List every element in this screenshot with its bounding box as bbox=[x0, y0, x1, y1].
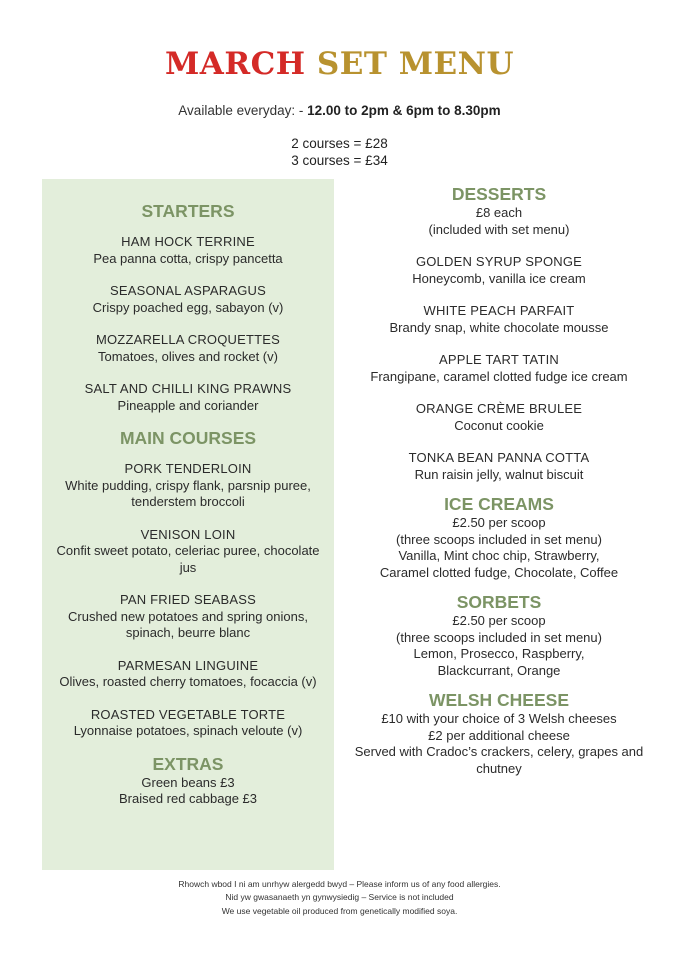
main-item bbox=[42, 461, 334, 511]
starter-item bbox=[42, 332, 334, 365]
sorbets-price: £2.50 per scoop bbox=[452, 613, 546, 628]
starter-item bbox=[42, 234, 334, 267]
availability-line bbox=[0, 103, 679, 118]
starter-name: HAM HOCK TERRINE bbox=[121, 234, 255, 249]
menu-title bbox=[0, 46, 679, 82]
dessert-desc: Honeycomb, vanilla ice cream bbox=[412, 270, 586, 286]
desserts-price: £8 each bbox=[475, 205, 523, 220]
starter-name: SEASONAL ASPARAGUS bbox=[109, 283, 267, 298]
dessert-item bbox=[346, 450, 652, 483]
welsh-cheese-heading: WELSH CHEESE bbox=[428, 690, 570, 710]
main-desc: Crushed new potatoes and spring onions, spinach, beurre blanc bbox=[68, 608, 308, 640]
extras-item: Braised red cabbage £3 bbox=[118, 791, 258, 806]
starter-desc: Pea panna cotta, crispy pancetta bbox=[93, 250, 283, 266]
availability-times: 12.00 to 2pm & 6pm to 8.30pm bbox=[307, 103, 501, 118]
course-prices bbox=[0, 136, 679, 169]
dessert-item bbox=[346, 303, 652, 336]
dessert-name: GOLDEN SYRUP SPONGE bbox=[415, 254, 583, 269]
welsh-cheese-line: £2 per additional cheese bbox=[428, 727, 570, 743]
service-note: Nid yw gwasanaeth yn gynwysiedig – Service is not included bbox=[225, 892, 454, 903]
welsh-cheese-line: Served with Cradoc’s crackers, celery, grapes and chutney bbox=[354, 744, 644, 776]
dessert-desc: Run raisin jelly, walnut biscuit bbox=[414, 466, 584, 482]
extras-heading: EXTRAS bbox=[152, 753, 224, 774]
main-desc: Lyonnaise potatoes, spinach veloute (v) bbox=[73, 723, 303, 738]
availability-prefix: Available everyday: - bbox=[178, 103, 308, 118]
main-item bbox=[42, 592, 334, 642]
starter-item bbox=[42, 283, 334, 316]
allergy-note: Rhowch wbod I ni am unrhyw alergedd bwyd – Please inform us of any food allergies. bbox=[178, 879, 501, 889]
main-name: ROASTED VEGETABLE TORTE bbox=[90, 706, 286, 722]
main-desc: Confit sweet potato, celeriac puree, chocolate jus bbox=[56, 543, 320, 575]
sorbets-flavours: Lemon, Prosecco, Raspberry, bbox=[413, 646, 585, 661]
dessert-desc: Frangipane, caramel clotted fudge ice cream bbox=[370, 368, 628, 384]
starter-item bbox=[42, 381, 334, 414]
ice-creams-flavours: Caramel clotted fudge, Chocolate, Coffee bbox=[379, 564, 619, 580]
welsh-cheese-line: £10 with your choice of 3 Welsh cheeses bbox=[381, 711, 617, 726]
main-name: PAN FRIED SEABASS bbox=[119, 592, 257, 607]
main-desc: White pudding, crispy flank, parsnip puree, tenderstem broccoli bbox=[65, 477, 311, 509]
main-item bbox=[42, 658, 334, 691]
dessert-item bbox=[346, 254, 652, 287]
desserts-note: (included with set menu) bbox=[428, 221, 570, 237]
main-item bbox=[42, 527, 334, 577]
desserts-heading: DESSERTS bbox=[451, 184, 547, 204]
ice-creams-heading: ICE CREAMS bbox=[444, 494, 554, 514]
ice-creams-note: (three scoops included in set menu) bbox=[396, 531, 602, 547]
menu-title-month: MARCH bbox=[164, 46, 306, 82]
starter-name: MOZZARELLA CROQUETTES bbox=[95, 332, 281, 347]
main-name: PORK TENDERLOIN bbox=[124, 461, 252, 476]
starter-desc: Crispy poached egg, sabayon (v) bbox=[92, 299, 284, 315]
starter-desc: Pineapple and coriander bbox=[117, 397, 259, 413]
main-name: PARMESAN LINGUINE bbox=[117, 657, 259, 673]
dessert-name: TONKA BEAN PANNA COTTA bbox=[408, 450, 590, 465]
price-three-courses: 3 courses = £34 bbox=[291, 152, 388, 168]
dessert-desc: Coconut cookie bbox=[454, 417, 544, 433]
dessert-desc: Brandy snap, white chocolate mousse bbox=[389, 319, 609, 335]
footer-notes bbox=[0, 878, 679, 918]
dessert-name: APPLE TART TATIN bbox=[439, 352, 559, 367]
main-name: VENISON LOIN bbox=[140, 526, 236, 542]
extras-item: Green beans £3 bbox=[141, 774, 235, 790]
dessert-name: WHITE PEACH PARFAIT bbox=[423, 303, 575, 318]
starter-name: SALT AND CHILLI KING PRAWNS bbox=[84, 381, 292, 396]
price-two-courses: 2 courses = £28 bbox=[291, 136, 388, 151]
ice-creams-flavours: Vanilla, Mint choc chip, Strawberry, bbox=[398, 548, 600, 563]
sorbets-note: (three scoops included in set menu) bbox=[396, 629, 602, 645]
starter-desc: Tomatoes, olives and rocket (v) bbox=[98, 348, 278, 364]
soya-note: We use vegetable oil produced from genetically modified soya. bbox=[221, 905, 458, 916]
main-item bbox=[42, 707, 334, 740]
right-column bbox=[346, 183, 652, 777]
left-column bbox=[42, 200, 334, 808]
starters-heading: STARTERS bbox=[141, 201, 235, 221]
dessert-item bbox=[346, 352, 652, 385]
dessert-name: ORANGE CRÈME BRULEE bbox=[415, 401, 583, 416]
main-courses-heading: MAIN COURSES bbox=[119, 428, 257, 448]
main-desc: Olives, roasted cherry tomatoes, focaccia (v) bbox=[59, 674, 317, 689]
sorbets-heading: SORBETS bbox=[456, 592, 542, 612]
menu-title-set-menu: SET MENU bbox=[316, 46, 515, 82]
dessert-item bbox=[346, 401, 652, 434]
ice-creams-price: £2.50 per scoop bbox=[452, 515, 546, 530]
sorbets-flavours: Blackcurrant, Orange bbox=[437, 662, 561, 678]
